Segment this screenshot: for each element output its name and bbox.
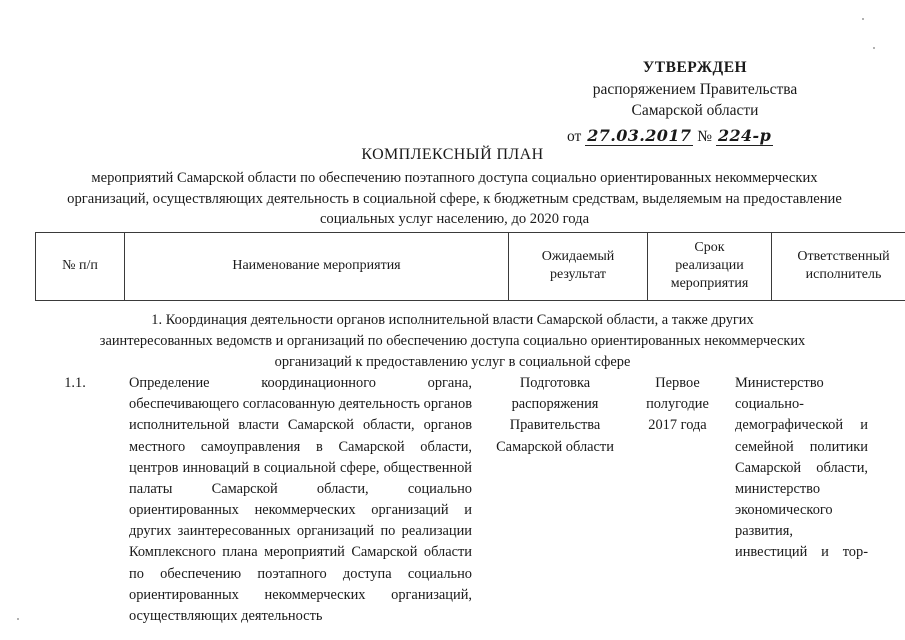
approval-line-2: распоряжением Правительства xyxy=(592,80,798,98)
column-header-term-line1: Срок xyxy=(694,240,725,255)
table-header-row xyxy=(36,233,905,301)
date-prefix: от xyxy=(567,128,582,146)
approval-date-line xyxy=(545,126,845,147)
page-title: КОМПЛЕКСНЫЙ ПЛАН xyxy=(361,146,544,163)
row-term-line3: 2017 года xyxy=(648,417,707,434)
column-header-responsible-line2: исполнитель xyxy=(805,267,882,283)
scan-speck xyxy=(873,47,875,49)
column-header-term xyxy=(648,233,772,301)
column-header-result xyxy=(509,233,648,301)
approval-heading: УТВЕРЖДЕН xyxy=(642,59,748,76)
column-header-term-line3: мероприятия xyxy=(670,276,749,292)
column-header-responsible xyxy=(772,233,905,301)
column-header-result-line2: результат xyxy=(549,267,607,283)
page-subtitle: мероприятий Самарской области по обеспечению поэтапного доступа социально ориентированных некоммерческих организаций, осуществляющих деятельность в социальной сфере, к бюджетным средствам, выделяемым на предоставление социальных услуг населению, до 2020 года xyxy=(67,170,842,228)
row-expected-result: Подготовка распоряжения Правительства Самарской области xyxy=(496,375,614,455)
scan-speck xyxy=(862,18,864,20)
approval-line-3: Самарской области xyxy=(631,101,759,119)
row-number: 1.1. xyxy=(64,375,86,391)
row-responsible: Министерство социально-демографической и семейной политики Самарской области, министерство экономического развития, инвестиций и тор- xyxy=(735,375,868,561)
column-header-name: Наименование мероприятия xyxy=(125,233,509,301)
section-heading: 1. Координация деятельности органов исполнительной власти Самарской области, а также других заинтересованных ведомств и организаций по обеспечению доступа социально ориентированных некоммерческих организаций к предоставлению услуг в социальной сфере xyxy=(99,312,806,370)
scan-speck xyxy=(17,618,19,620)
number-prefix: № xyxy=(697,128,713,146)
row-measure-name: Определение координационного органа, обеспечивающего согласованную деятельность органов исполнительной власти Самарской области, органов местного самоуправления в Самарской области, центров инноваций в социальной сфере, общественной палаты Самарской области, социально ориентированных некоммерческих организаций и других заинтересованных организаций по реализации Комплексного плана мероприятий Самарской области по обеспечению поэтапного доступа социально ориентированных некоммерческих организаций, осуществляющих деятельность xyxy=(129,375,472,624)
column-header-number: № п/п xyxy=(36,233,125,301)
approval-number-value: 224-р xyxy=(717,126,772,146)
column-header-result-line1: Ожидаемый xyxy=(541,249,615,265)
column-header-term-line2: реализации xyxy=(675,258,744,274)
approval-block xyxy=(545,58,845,147)
column-header-responsible-line1: Ответственный xyxy=(797,249,890,265)
table-row xyxy=(35,373,870,627)
approval-date-value: 27.03.2017 xyxy=(587,126,692,146)
row-term xyxy=(620,373,735,627)
row-term-line1: Первое xyxy=(655,375,700,391)
row-term-line2: полугодие xyxy=(646,396,709,413)
plan-table xyxy=(35,232,905,301)
